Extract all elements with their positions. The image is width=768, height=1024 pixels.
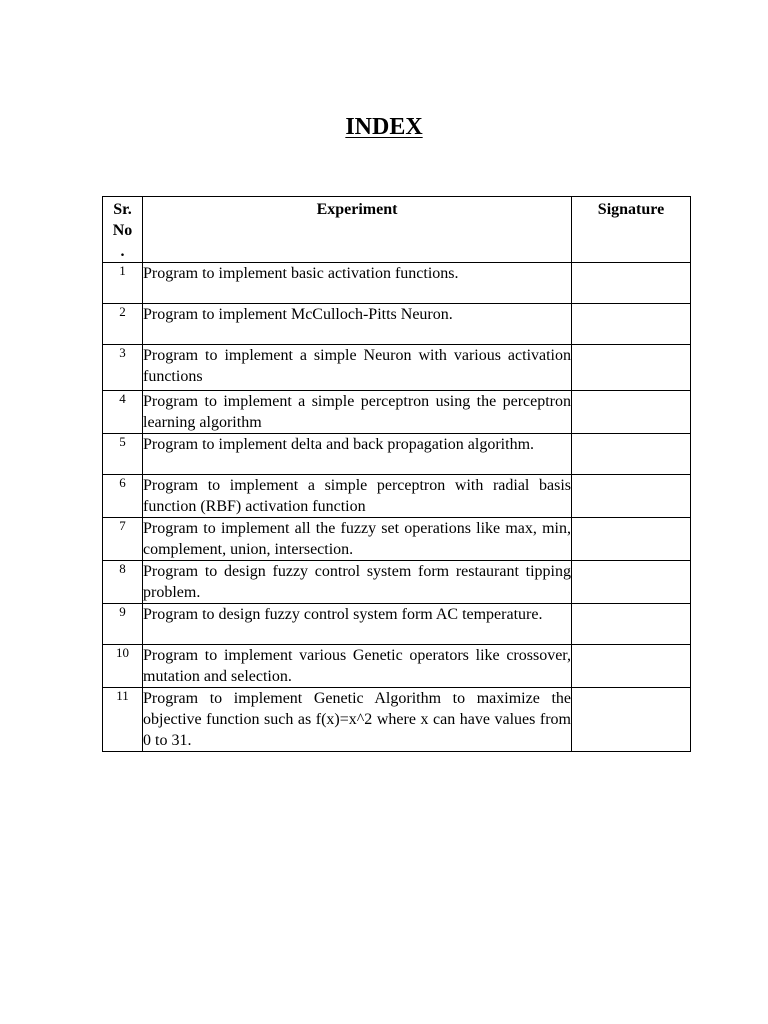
- header-signature: Signature: [572, 197, 691, 263]
- experiment-cell: Program to implement a simple perceptron with radial basis function (RBF) activation function: [143, 475, 572, 518]
- sr-no-cell: 5: [103, 434, 143, 475]
- sr-no-cell: 1: [103, 263, 143, 304]
- signature-cell: [572, 688, 691, 752]
- signature-cell: [572, 434, 691, 475]
- experiment-cell: Program to implement all the fuzzy set operations like max, min, complement, union, intersection.: [143, 518, 572, 561]
- experiment-cell: Program to design fuzzy control system form restaurant tipping problem.: [143, 561, 572, 604]
- experiment-cell: Program to implement a simple perceptron using the perceptron learning algorithm: [143, 391, 572, 434]
- table-row: [103, 391, 691, 434]
- signature-cell: [572, 561, 691, 604]
- header-experiment: Experiment: [143, 197, 572, 263]
- signature-cell: [572, 263, 691, 304]
- experiment-cell: Program to implement basic activation functions.: [143, 263, 572, 304]
- experiment-cell: Program to implement a simple Neuron with various activation functions: [143, 345, 572, 391]
- experiment-cell: Program to implement Genetic Algorithm to maximize the objective function such as f(x)=x^2 where x can have values from 0 to 31.: [143, 688, 572, 752]
- experiment-cell: Program to implement McCulloch-Pitts Neuron.: [143, 304, 572, 345]
- header-sr-no: [103, 197, 143, 263]
- signature-cell: [572, 304, 691, 345]
- table-row: [103, 434, 691, 475]
- table-row: [103, 688, 691, 752]
- sr-no-cell: 6: [103, 475, 143, 518]
- sr-no-cell: 10: [103, 645, 143, 688]
- table-row: [103, 345, 691, 391]
- signature-cell: [572, 518, 691, 561]
- header-sr-no-label: Sr. No .: [112, 201, 133, 260]
- page-title: INDEX: [345, 114, 423, 140]
- table-row: [103, 518, 691, 561]
- table-row: [103, 645, 691, 688]
- table-row: [103, 263, 691, 304]
- table-row: [103, 475, 691, 518]
- signature-cell: [572, 345, 691, 391]
- sr-no-cell: 3: [103, 345, 143, 391]
- sr-no-cell: 4: [103, 391, 143, 434]
- table-row: [103, 561, 691, 604]
- table-header-row: [103, 197, 691, 263]
- sr-no-cell: 2: [103, 304, 143, 345]
- signature-cell: [572, 391, 691, 434]
- signature-cell: [572, 604, 691, 645]
- index-table: [102, 196, 691, 752]
- signature-cell: [572, 645, 691, 688]
- sr-no-cell: 9: [103, 604, 143, 645]
- experiment-cell: Program to design fuzzy control system form AC temperature.: [143, 604, 572, 645]
- sr-no-cell: 7: [103, 518, 143, 561]
- experiment-cell: Program to implement delta and back propagation algorithm.: [143, 434, 572, 475]
- table-row: [103, 604, 691, 645]
- experiment-cell: Program to implement various Genetic operators like crossover, mutation and selection.: [143, 645, 572, 688]
- table-row: [103, 304, 691, 345]
- signature-cell: [572, 475, 691, 518]
- sr-no-cell: 8: [103, 561, 143, 604]
- sr-no-cell: 11: [103, 688, 143, 752]
